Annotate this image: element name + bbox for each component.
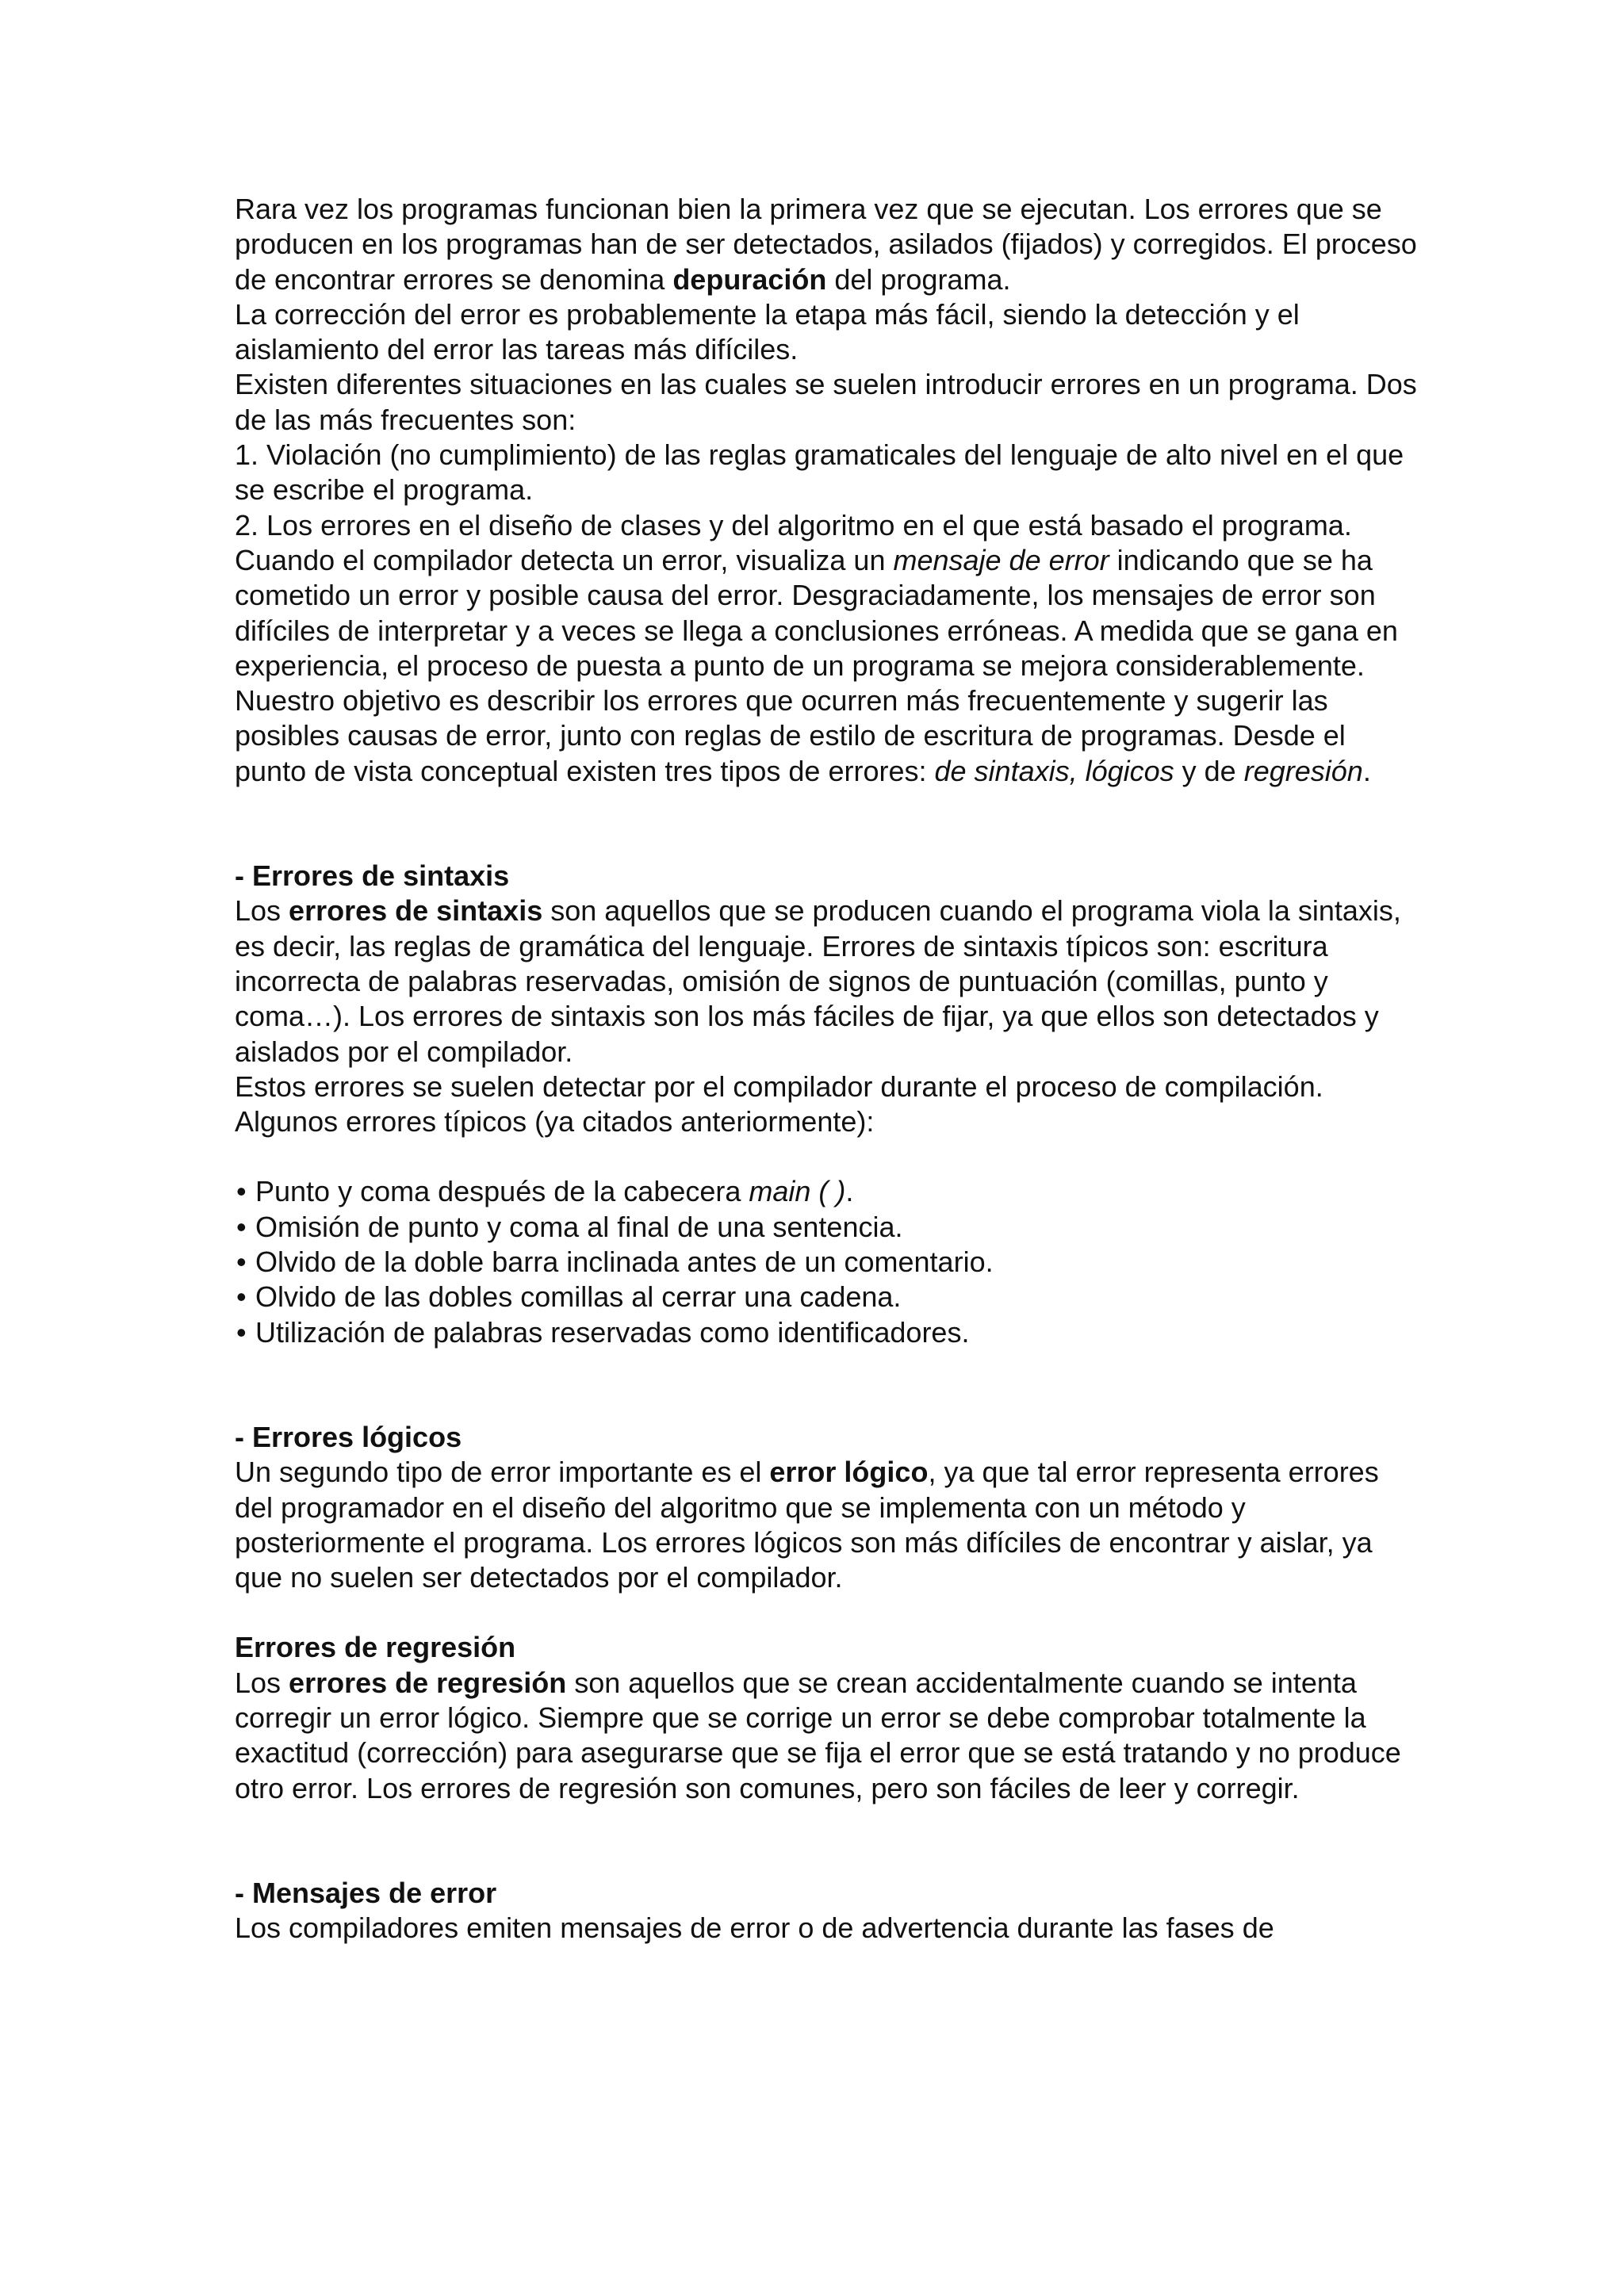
intro-paragraph-4 bbox=[235, 543, 1424, 683]
section-heading-regresion: Errores de regresión bbox=[235, 1631, 516, 1664]
section-spacer bbox=[235, 1806, 1424, 1876]
logicos-paragraph-1 bbox=[235, 1455, 1424, 1595]
sintaxis-paragraph-1 bbox=[235, 894, 1424, 1069]
bullet-1-text-a: Punto y coma después de la cabecera bbox=[255, 1175, 749, 1208]
section-spacer bbox=[235, 789, 1424, 859]
bullet-2-text: Omisión de punto y coma al final de una sentencia. bbox=[255, 1210, 903, 1243]
intro-paragraph-1 bbox=[235, 192, 1424, 297]
sintaxis-p1-text-b: son aquellos que se producen cuando el programa viola la sintaxis, es decir, las reglas de gramática del lenguaje. Errores de sintaxis típicos son: escritura incorrecta de palabras reservadas, omisión de signos de puntuación (comillas, punto y coma…). Los errores de sintaxis son los más fáciles de fijar, ya que ellos son detectados y aislados por el compilador. bbox=[235, 894, 1401, 1068]
logicos-p1-bold-term: error lógico bbox=[769, 1456, 929, 1489]
intro-p4-text-a: Cuando el compilador detecta un error, visualiza un bbox=[235, 543, 894, 576]
intro-p5-text-c: . bbox=[1362, 754, 1371, 787]
sintaxis-paragraph-2: Estos errores se suelen detectar por el compilador durante el proceso de compilación. Algunos errores típicos (ya citados anteriormente): bbox=[235, 1070, 1323, 1138]
section-spacer bbox=[235, 1595, 1424, 1630]
bullet-3-text: Olvido de la doble barra inclinada antes de un comentario. bbox=[255, 1246, 994, 1279]
sintaxis-p1-text-a: Los bbox=[235, 894, 289, 928]
bullet-item bbox=[235, 1315, 1424, 1350]
sintaxis-p1-bold-term: errores de sintaxis bbox=[289, 894, 543, 928]
intro-p4-italic-term: mensaje de error bbox=[893, 543, 1109, 576]
list-spacer bbox=[235, 1139, 1424, 1174]
syntax-errors-bullet-list bbox=[235, 1174, 1424, 1349]
bullet-item bbox=[235, 1245, 1424, 1280]
bullet-item bbox=[235, 1210, 1424, 1245]
intro-p5-text-a: Nuestro objetivo es describir los errores que ocurren más frecuentemente y sugerir las posibles causas de error, junto con reglas de estilo de escritura de programas. Desde el punto de vista conceptual existen tres tipos de errores: bbox=[235, 684, 1346, 787]
mensajes-paragraph-1: Los compiladores emiten mensajes de error o de advertencia durante las fases de bbox=[235, 1911, 1274, 1945]
regresion-paragraph-1 bbox=[235, 1666, 1424, 1806]
section-heading-mensajes: - Mensajes de error bbox=[235, 1876, 497, 1909]
logicos-p1-text-a: Un segundo tipo de error importante es el bbox=[235, 1456, 770, 1489]
intro-p5-italic-2: regresión bbox=[1243, 754, 1363, 787]
intro-p4-text-b: indicando que se ha cometido un error y posible causa del error. Desgraciadamente, los mensajes de error son difíciles de interpretar y a veces se llega a conclusiones erróneas. A medida que se gana en experiencia, el proceso de puesta a punto de un programa se mejora considerablemente. bbox=[235, 543, 1398, 682]
bullet-icon: • bbox=[236, 1315, 247, 1349]
intro-p1-text-b: del programa. bbox=[826, 262, 1011, 296]
regresion-p1-text-b: son aquellos que se crean accidentalmente cuando se intenta corregir un error lógico. Siempre que se corrige un error se debe comprobar totalmente la exactitud (corrección) para asegurarse que se fija el error que se está tratando y no produce otro error. Los errores de regresión son comunes, pero son fáciles de leer y corregir. bbox=[235, 1666, 1401, 1804]
bullet-icon: • bbox=[236, 1175, 247, 1208]
section-spacer bbox=[235, 1350, 1424, 1420]
regresion-p1-text-a: Los bbox=[235, 1666, 289, 1699]
bullet-1-italic: main ( ) bbox=[749, 1175, 846, 1208]
bullet-5-text: Utilización de palabras reservadas como identificadores. bbox=[255, 1315, 970, 1349]
bullet-item bbox=[235, 1280, 1424, 1314]
bullet-1-text-b: . bbox=[845, 1175, 854, 1208]
regresion-p1-bold-term: errores de regresión bbox=[289, 1666, 567, 1699]
bullet-icon: • bbox=[236, 1210, 247, 1243]
bullet-item bbox=[235, 1174, 1424, 1209]
intro-list-item-1: 1. Violación (no cumplimiento) de las reglas gramaticales del lenguaje de alto nivel en el que se escribe el programa. bbox=[235, 438, 1404, 507]
intro-p5-text-b: y de bbox=[1174, 754, 1244, 787]
intro-p1-text-a: Rara vez los programas funcionan bien la primera vez que se ejecutan. Los errores que se producen en los programas han de ser detectados, asilados (fijados) y corregidos. El proceso de encontrar errores se denomina bbox=[235, 193, 1417, 296]
section-heading-sintaxis: - Errores de sintaxis bbox=[235, 859, 510, 893]
intro-p1-bold-term: depuración bbox=[672, 262, 827, 296]
document-body bbox=[235, 192, 1424, 1946]
logicos-p1-text-b: , ya que tal error representa errores del programador en el diseño del algoritmo que se implementa con un método y posteriormente el programa. Los errores lógicos son más difíciles de encontrar y aislar, ya que no suelen ser detectados por el compilador. bbox=[235, 1456, 1379, 1594]
bullet-4-text: Olvido de las dobles comillas al cerrar una cadena. bbox=[255, 1280, 902, 1314]
section-heading-logicos: - Errores lógicos bbox=[235, 1420, 462, 1453]
intro-paragraph-2: La corrección del error es probablemente la etapa más fácil, siendo la detección y el aislamiento del error las tareas más difíciles. bbox=[235, 297, 1300, 366]
intro-paragraph-3: Existen diferentes situaciones en las cuales se suelen introducir errores en un programa. Dos de las más frecuentes son: bbox=[235, 368, 1417, 436]
bullet-icon: • bbox=[236, 1280, 247, 1314]
bullet-icon: • bbox=[236, 1246, 247, 1279]
intro-paragraph-5 bbox=[235, 683, 1424, 789]
intro-list-item-2: 2. Los errores en el diseño de clases y del algoritmo en el que está basado el programa. bbox=[235, 508, 1352, 541]
intro-p5-italic-1: de sintaxis, lógicos bbox=[934, 754, 1174, 787]
